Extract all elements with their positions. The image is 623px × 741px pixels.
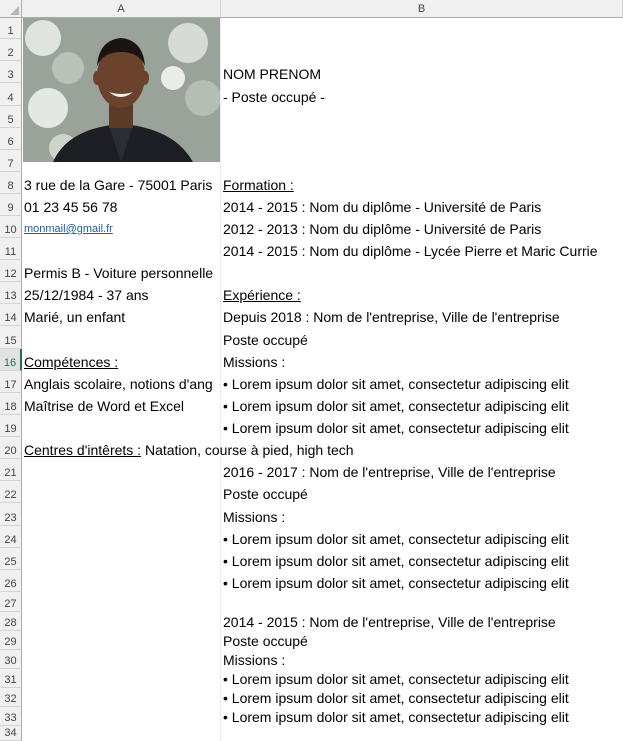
row-header-12[interactable]: 12 xyxy=(0,260,22,282)
portrait-photo-icon xyxy=(23,18,220,162)
interests-heading: Centres d'intêrets : xyxy=(24,442,142,458)
row-header-28[interactable]: 28 xyxy=(0,612,22,631)
mission-item: • Lorem ipsum dolor sit amet, consectetur adipiscing elit xyxy=(223,531,569,547)
row-header-7[interactable]: 7 xyxy=(0,150,22,172)
row-header-1[interactable]: 1 xyxy=(0,18,22,39)
job-title: 2016 - 2017 : Nom de l'entreprise, Ville de l'entreprise xyxy=(223,464,556,480)
missions-label: Missions : xyxy=(223,354,286,370)
job-position: Poste occupé xyxy=(223,332,308,348)
column-header-b[interactable]: B xyxy=(221,0,623,18)
row-header-29[interactable]: 29 xyxy=(0,631,22,650)
row-header-20[interactable]: 20 xyxy=(0,437,22,459)
education-item: 2012 - 2013 : Nom du diplôme - Université de Paris xyxy=(223,221,542,237)
row-header-30[interactable]: 30 xyxy=(0,650,22,669)
row-header-3[interactable]: 3 xyxy=(0,61,22,83)
email-link[interactable]: monmail@gmail.fr xyxy=(24,223,113,235)
row-header-17[interactable]: 17 xyxy=(0,371,22,393)
interests-text: Natation, course à pied, high tech xyxy=(141,442,354,458)
row-header-16[interactable]: 16 xyxy=(0,349,22,371)
row-header-23[interactable]: 23 xyxy=(0,503,22,526)
row-header-34[interactable]: 34 xyxy=(0,726,22,741)
mission-item: • Lorem ipsum dolor sit amet, consectetur adipiscing elit xyxy=(223,671,569,687)
address-cell: 3 rue de la Gare - 75001 Paris xyxy=(24,177,213,193)
skills-heading: Compétences : xyxy=(24,354,119,370)
birth-cell: 25/12/1984 - 37 ans xyxy=(24,287,149,303)
row-header-14[interactable]: 14 xyxy=(0,304,22,326)
job-position: Poste occupé xyxy=(223,486,308,502)
job-title: 2014 - 2015 : Nom de l'entreprise, Ville de l'entreprise xyxy=(223,614,556,630)
row-header-25[interactable]: 25 xyxy=(0,548,22,570)
row-header-10[interactable]: 10 xyxy=(0,216,22,238)
phone-cell: 01 23 45 56 78 xyxy=(24,199,118,215)
position-cell: - Poste occupé - xyxy=(223,89,325,105)
skill-item: Maîtrise de Word et Excel xyxy=(24,398,185,414)
mission-item: • Lorem ipsum dolor sit amet, consectetur adipiscing elit xyxy=(223,553,569,569)
row-header-15[interactable]: 15 xyxy=(0,326,22,349)
mission-item: • Lorem ipsum dolor sit amet, consectetur adipiscing elit xyxy=(223,575,569,591)
education-item: 2014 - 2015 : Nom du diplôme - Université de Paris xyxy=(223,199,542,215)
interests-cell xyxy=(22,442,354,458)
row-header-26[interactable]: 26 xyxy=(0,570,22,592)
license-cell: Permis B - Voiture personnelle xyxy=(24,265,214,281)
row-header-27[interactable]: 27 xyxy=(0,592,22,612)
mission-item: • Lorem ipsum dolor sit amet, consectetur adipiscing elit xyxy=(223,709,569,725)
row-header-4[interactable]: 4 xyxy=(0,83,22,106)
row-header-6[interactable]: 6 xyxy=(0,128,22,150)
row-header-19[interactable]: 19 xyxy=(0,415,22,437)
row-header-13[interactable]: 13 xyxy=(0,282,22,304)
name-cell: NOM PRENOM xyxy=(223,66,321,82)
row-header-32[interactable]: 32 xyxy=(0,688,22,707)
row-header-11[interactable]: 11 xyxy=(0,238,22,260)
select-all-triangle-icon xyxy=(10,6,19,15)
row-header-24[interactable]: 24 xyxy=(0,526,22,548)
mission-item: • Lorem ipsum dolor sit amet, consectetur adipiscing elit xyxy=(223,690,569,706)
job-title: Depuis 2018 : Nom de l'entreprise, Ville de l'entreprise xyxy=(223,309,560,325)
missions-label: Missions : xyxy=(223,652,286,668)
mission-item: • Lorem ipsum dolor sit amet, consectetur adipiscing elit xyxy=(223,398,569,414)
mission-item: • Lorem ipsum dolor sit amet, consectetur adipiscing elit xyxy=(223,376,569,392)
family-cell: Marié, un enfant xyxy=(24,309,126,325)
select-all-corner[interactable] xyxy=(0,0,22,18)
row-header-9[interactable]: 9 xyxy=(0,194,22,216)
row-header-31[interactable]: 31 xyxy=(0,669,22,688)
experience-heading: Expérience : xyxy=(223,287,301,303)
row-header-8[interactable]: 8 xyxy=(0,172,22,194)
education-item: 2014 - 2015 : Nom du diplôme - Lycée Pierre et Maric Currie xyxy=(223,243,598,259)
row-header-22[interactable]: 22 xyxy=(0,481,22,503)
row-header-18[interactable]: 18 xyxy=(0,393,22,415)
row-header-33[interactable]: 33 xyxy=(0,707,22,726)
column-header-a[interactable]: A xyxy=(22,0,221,18)
education-heading: Formation : xyxy=(223,177,294,193)
mission-item: • Lorem ipsum dolor sit amet, consectetur adipiscing elit xyxy=(223,420,569,436)
row-header-21[interactable]: 21 xyxy=(0,459,22,481)
profile-photo[interactable] xyxy=(23,18,220,162)
job-position: Poste occupé xyxy=(223,633,308,649)
row-header-2[interactable]: 2 xyxy=(0,39,22,61)
missions-label: Missions : xyxy=(223,509,286,525)
skill-item: Anglais scolaire, notions d'ang xyxy=(24,376,213,392)
row-header-5[interactable]: 5 xyxy=(0,106,22,128)
